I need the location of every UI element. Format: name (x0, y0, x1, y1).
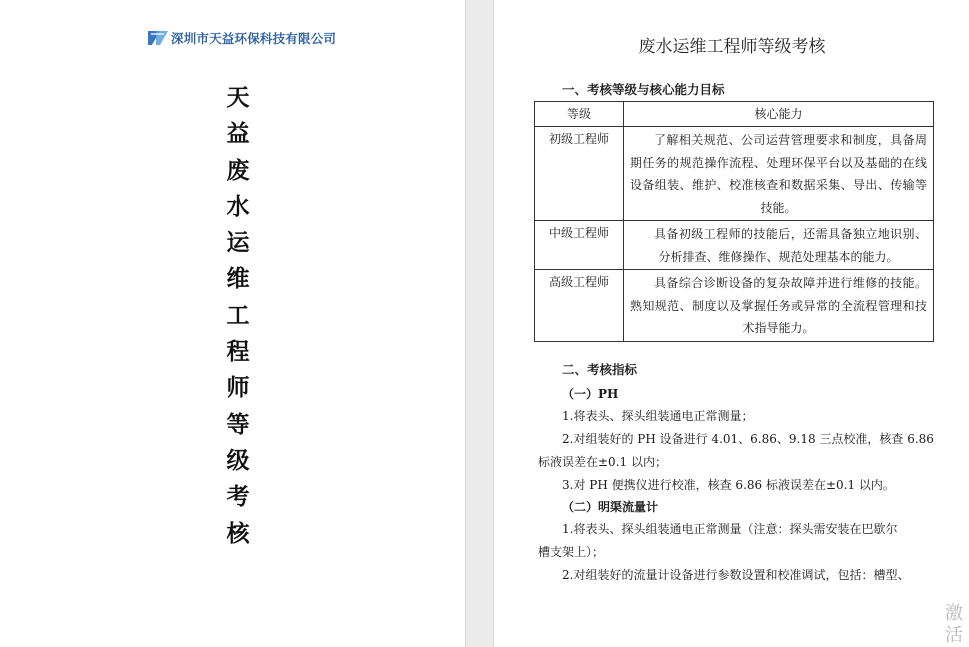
cover-title-char: 运 (226, 229, 250, 257)
cover-title-char: 级 (226, 446, 250, 474)
cover-title-char: 等 (226, 410, 250, 438)
grade-table (534, 101, 934, 342)
content-page (493, 0, 969, 647)
cover-title-char: 益 (226, 120, 250, 148)
section-heading-indicators: 二、考核指标 (562, 362, 638, 377)
table-header-row (535, 102, 934, 127)
company-name: 深圳市天益环保科技有限公司 (171, 31, 337, 46)
subsection-heading-ph: （一）PH (562, 387, 619, 401)
ability-cell (624, 127, 934, 221)
cover-title-char: 考 (226, 483, 250, 511)
ph-item-1: 1.将表头、探头组装通电正常测量； (562, 409, 754, 423)
ph-item-2-line-2: 标液误差在±0.1 以内； (538, 455, 667, 469)
section-heading-levels: 一、考核等级与核心能力目标 (562, 82, 725, 97)
flowmeter-item-1-line-2: 槽支架上）； (538, 545, 605, 559)
level-cell: 初级工程师 (535, 127, 624, 221)
level-cell: 高级工程师 (535, 270, 624, 342)
table-header-ability: 核心能力 (624, 102, 934, 127)
flowmeter-item-1-line-1: 1.将表头、探头组装通电正常测量（注意：探头需安装在巴歇尔 (562, 522, 898, 536)
ability-text: 具备初级工程师的技能后，还需具备独立地识别、分析排查、维修操作、规范处理基本的能力。 (654, 227, 927, 264)
table-row (535, 270, 934, 342)
cover-page (0, 0, 466, 647)
document-title: 废水运维工程师等级考核 (638, 37, 826, 57)
level-cell: 中级工程师 (535, 221, 624, 270)
cover-title-char: 核 (226, 519, 250, 547)
flowmeter-item-2: 2.对组装好的流量计设备进行参数设置和校准调试，包括：槽型、 (562, 568, 910, 582)
ph-item-3: 3.对 PH 便携仪进行校准，核查 6.86 标液误差在±0.1 以内。 (562, 478, 895, 492)
cover-title-char: 程 (226, 338, 250, 366)
table-header-level: 等级 (535, 102, 624, 127)
cover-title-char: 工 (226, 301, 250, 329)
activation-watermark: 激活 (945, 603, 963, 646)
table-row (535, 127, 934, 221)
ability-cell (624, 221, 934, 270)
company-logo (146, 28, 336, 48)
subsection-heading-flowmeter: （二）明渠流量计 (562, 500, 659, 514)
cover-title-char: 水 (226, 192, 250, 220)
ph-item-2-line-1: 2.对组装好的 PH 设备进行 4.01、6.86、9.18 三点校准，核查 6.86 (562, 432, 934, 446)
cover-title-char: 废 (226, 156, 250, 184)
ability-cell (624, 270, 934, 342)
cover-title-char: 师 (226, 374, 250, 402)
cover-title-char: 维 (226, 265, 250, 293)
cover-title (221, 80, 255, 552)
ability-text: 具备综合诊断设备的复杂故障并进行维修的技能。熟知规范、制度以及掌握任务或异常的全流程管理和技术指导能力。 (630, 276, 927, 335)
company-logo-icon (146, 28, 170, 48)
table-row (535, 221, 934, 270)
ability-text: 了解相关规范、公司运营管理要求和制度，具备周期任务的规范操作流程、处理环保平台以及基础的在线设备组装、维护、校准核查和数据采集、导出、传输等技能。 (630, 133, 927, 215)
cover-title-char: 天 (226, 84, 250, 111)
